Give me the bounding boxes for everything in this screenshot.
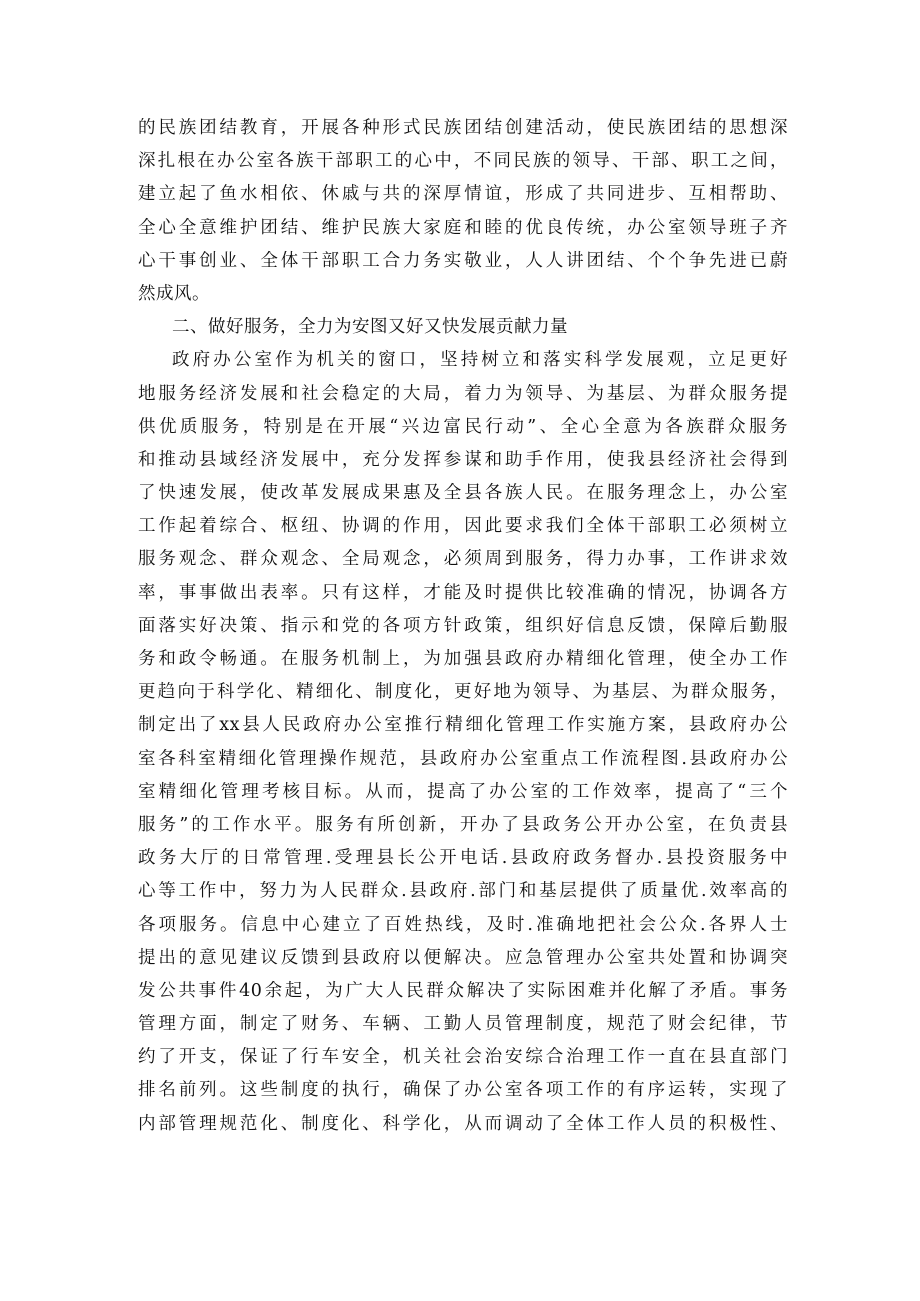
paragraph-line: 心干事创业、全体干部职工合力务实敬业，人人讲团结、个个争先进已蔚 [138,250,788,271]
paragraph-line: 室各科室精细化管理操作规范，县政府办公室重点工作流程图.县政府办公 [138,748,788,769]
paragraph-line: 心等工作中，努力为人民群众.县政府.部门和基层提供了质量优.效率高的 [138,881,788,902]
paragraph-line: 室精细化管理考核目标。从而，提高了办公室的工作效率，提高了“三个 [138,781,788,802]
paragraph-line: 的民族团结教育，开展各种形式民族团结创建活动，使民族团结的思想深 [138,118,788,138]
paragraph-line: 了快速发展，使改革发展成果惠及全县各族人民。在服务理念上，办公室 [138,483,788,504]
paragraph-line: 和推动县域经济发展中，充分发挥参谋和助手作用，使我县经济社会得到 [138,449,788,470]
paragraph-line: 工作起着综合、枢纽、协调的作用，因此要求我们全体干部职工必须树立 [138,516,788,537]
section-heading: 二、做好服务，全力为安图又好又快发展贡献力量 [172,317,568,338]
paragraph-line: 政务大厅的日常管理.受理县长公开电话.县政府政务督办.县投资服务中 [138,848,788,869]
paragraph-line: 率，事事做出表率。只有这样，才能及时提供比较准确的情况，协调各方 [138,582,788,603]
paragraph-line: 供优质服务，特别是在开展“兴边富民行动”、全心全意为各族群众服务 [138,416,788,437]
paragraph-line: 务和政令畅通。在服务机制上，为加强县政府办精细化管理，使全办工作 [138,649,788,669]
paragraph-line: 约了开支，保证了行车安全，机关社会治安综合治理工作一直在县直部门 [138,1047,788,1068]
paragraph-line: 然成风。 [138,283,210,304]
paragraph-line: 制定出了xx县人民政府办公室推行精细化管理工作实施方案，县政府办公 [138,715,788,736]
paragraph-line: 提出的意见建议反馈到县政府以便解决。应急管理办公室共处置和协调突 [138,947,788,968]
paragraph-line: 地服务经济发展和社会稳定的大局，着力为领导、为基层、为群众服务提 [138,383,788,404]
paragraph-line: 各项服务。信息中心建立了百姓热线，及时.准确地把社会公众.各界人士 [138,914,788,935]
paragraph-line: 更趋向于科学化、精细化、制度化，更好地为领导、为基层、为群众服务， [138,682,788,703]
paragraph-line: 管理方面，制定了财务、车辆、工勤人员管理制度，规范了财会纪律，节 [138,1014,788,1035]
paragraph-line: 政府办公室作为机关的窗口，坚持树立和落实科学发展观，立足更好 [172,350,788,371]
paragraph-line: 全心全意维护团结、维护民族大家庭和睦的优良传统，办公室领导班子齐 [138,217,788,238]
paragraph-line: 服务”的工作水平。服务有所创新，开办了县政务公开办公室，在负责县 [138,814,788,835]
paragraph-line: 排名前列。这些制度的执行，确保了办公室各项工作的有序运转，实现了 [138,1080,788,1101]
paragraph-line: 建立起了鱼水相依、休戚与共的深厚情谊，形成了共同进步、互相帮助、 [138,184,788,205]
paragraph-line: 内部管理规范化、制度化、科学化，从而调动了全体工作人员的积极性、 [138,1113,788,1134]
paragraph-line: 面落实好决策、指示和党的各项方针政策，组织好信息反馈，保障后勤服 [138,615,788,636]
paragraph-line: 深扎根在办公室各族干部职工的心中，不同民族的领导、干部、职工之间， [138,151,788,172]
paragraph-line: 发公共事件40余起，为广大人民群众解决了实际困难并化解了矛盾。事务 [138,980,788,1001]
document-body [138,112,788,1141]
paragraph-line: 服务观念、群众观念、全局观念，必须周到服务，得力办事，工作讲求效 [138,549,788,570]
